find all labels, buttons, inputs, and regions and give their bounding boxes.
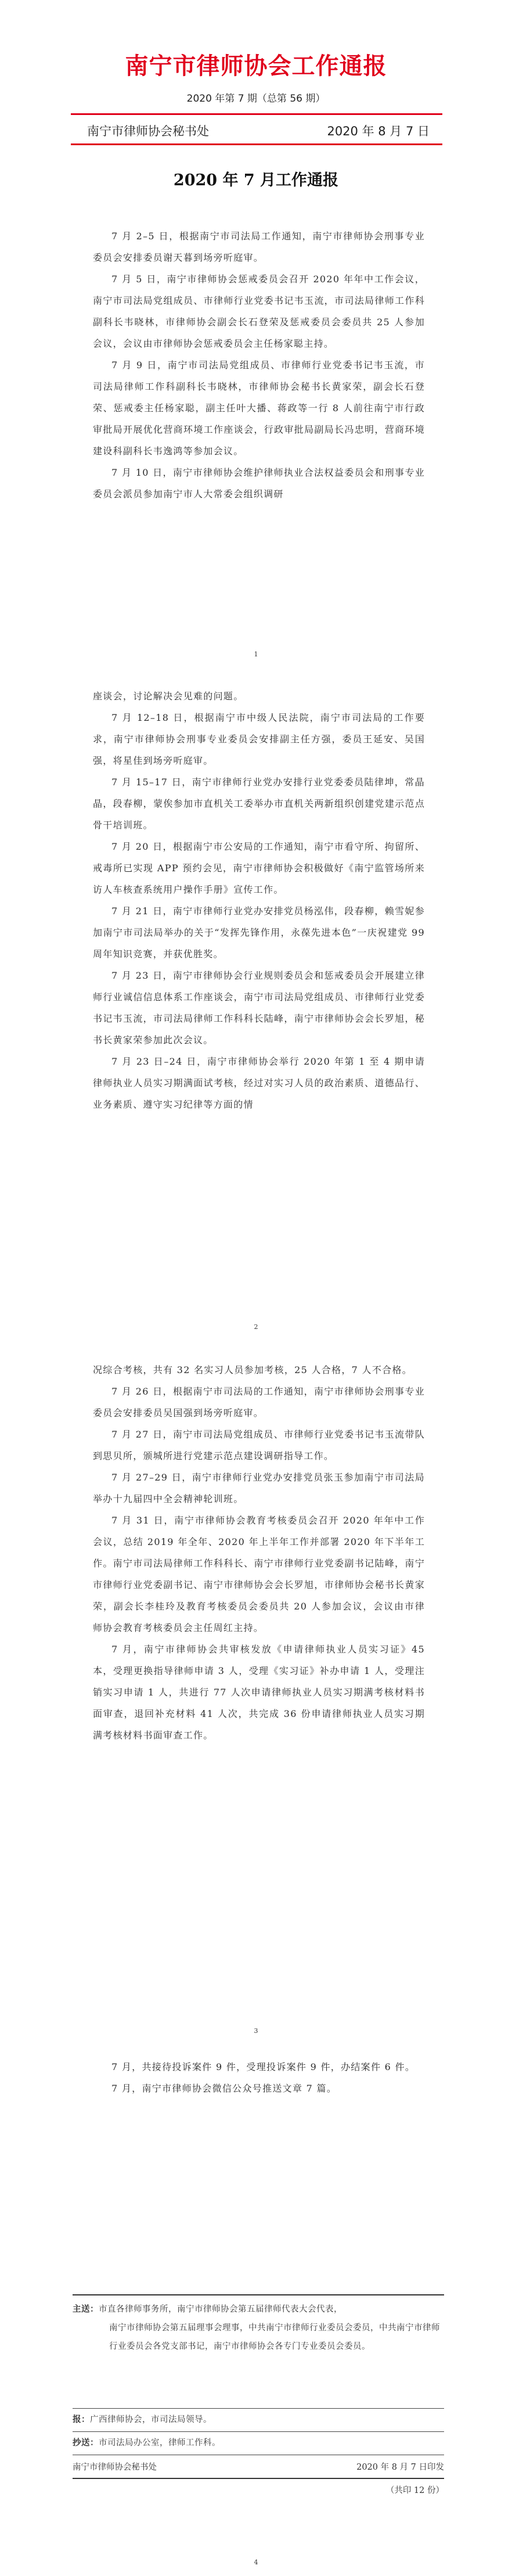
footer-cc [73, 2434, 444, 2452]
footer-to [73, 2300, 444, 2356]
footer-print-date: 2020 年 8 月 7 日印发 [356, 2463, 444, 2472]
footer-cc-text: 市司法局办公室，律师工作科。 [99, 2438, 221, 2448]
page-1 [0, 0, 512, 668]
page-3-body [93, 1359, 425, 1746]
page-2-body [93, 685, 425, 1115]
document-title: 2020 年 7 月工作通报 [173, 171, 339, 189]
footer-rule [73, 2478, 444, 2479]
footer-cc-label: 抄送： [73, 2438, 99, 2448]
page-4-body [93, 2056, 425, 2099]
issue-number: 2020 年第 7 期（总第 56 期） [186, 93, 326, 105]
paragraph: 7 月 9 日，南宁市司法局党组成员、市律师行业党委书记韦玉流，市司法局律师工作科副科长韦晓林，市律师协会秘书长黄家荣，副会长石登荣、惩戒委主任杨家聪，副主任叶大播、蒋政等一行 8 人前往南宁市行政审批局开展优化营商环境工作座谈会，行政审批局副局长冯忠明，营商环境建设科副科长韦逸鸿等参加会议。 [93, 360, 425, 457]
footer-copies: （共印 12 份） [385, 2486, 444, 2495]
issuer-row [87, 122, 430, 139]
paragraph: 7 月 2–5 日，根据南宁市司法局工作通知，南宁市律师协会刑事专业委员会安排委员谢天暮到场旁听庭审。 [93, 231, 425, 263]
footer-rule [73, 2294, 444, 2295]
paragraph: 7 月 27–29 日，南宁市律师行业党办安排党员张玉参加南宁市司法局举办十九届四中全会精神轮训班。 [93, 1472, 425, 1504]
page-4 [0, 2050, 512, 2576]
paragraph: 7 月，南宁市律师协会微信公众号推送文章 7 篇。 [111, 2083, 337, 2094]
footer-rule [73, 2431, 444, 2432]
page-2 [0, 668, 512, 1348]
page-1-body [93, 225, 425, 505]
footer-to-label: 主送： [73, 2304, 99, 2314]
paragraph: 7 月 12–18 日，根据南宁市中级人民法院，南宁市司法局的工作要求，南宁市律师协会刑事专业委员会安排副主任方强，委员王延安、吴国强，将星佳到场旁听庭审。 [93, 712, 425, 766]
paragraph: 7 月 27 日，南宁市司法局党组成员、市律师行业党委书记韦玉流带队到思贝所，颁城所进行党建示范点建设调研指导工作。 [93, 1429, 425, 1461]
footer-copies-row [73, 2484, 444, 2501]
page-number: 3 [254, 2027, 258, 2035]
footer-to-line: 南宁市律师协会第五届理事会理事，中共南宁市律师行业委员会委员，中共南宁市律师行业委员会各党支部书记，南宁市律师协会各专门专业委员会委员。 [109, 2323, 440, 2351]
footer-report-text: 广西律师协会，市司法局领导。 [90, 2415, 212, 2424]
issuer-name: 南宁市律师协会秘书处 [87, 124, 209, 138]
masthead-title: 南宁市律师协会工作通报 [125, 53, 387, 80]
paragraph-continued: 况综合考核，共有 32 名实习人员参加考核，25 人合格，7 人不合格。 [93, 1364, 413, 1375]
paragraph: 7 月 31 日，南宁市律师协会教育考核委员会召开 2020 年年中工作会议，总结 2019 年全年、2020 年上半年工作并部署 2020 年下半年工作。南宁市司法局律师工作科科长、南宁市律师行业党委副书记陆峰，南宁市律师行业党委副书记、南宁市律师协会会长罗旭，市律师协会秘书长黄家荣，副会长李桂玲及教育考核委员会委员共 20 人参加会议，会议由市律师协会教育考核委员会主任周红主持。 [93, 1515, 425, 1633]
paragraph: 7 月 21 日，南宁市律师行业党办安排党员杨泓伟，段春柳，赖雪妮参加南宁市司法局举办的关于“发挥先锋作用，永葆先进本色”一庆祝建党 99 周年知识竞赛，并获优胜奖。 [93, 906, 425, 960]
paragraph: 7 月，共接待投诉案件 9 件，受理投诉案件 9 件，办结案件 6 件。 [111, 2061, 416, 2072]
masthead-rule-bottom [71, 143, 442, 145]
footer-issuer: 南宁市律师协会秘书处 [73, 2463, 157, 2472]
paragraph: 7 月 23 日，南宁市律师协会行业规则委员会和惩戒委员会开展建立律师行业诚信信息体系工作座谈会，南宁市司法局党组成员、市律师行业党委书记韦玉流，市司法局律师工作科科长陆峰，南宁市律师协会会长罗旭，秘书长黄家荣参加此次会议。 [93, 970, 425, 1046]
footer-rule [73, 2408, 444, 2409]
issue-date: 2020 年 8 月 7 日 [327, 124, 430, 138]
footer-to-line: 市直各律师事务所，南宁市律师协会第五届律师代表大会代表， [99, 2305, 342, 2314]
paragraph: 7 月 23 日–24 日，南宁市律师协会举行 2020 年第 1 至 4 期申请律师执业人员实习期满面试考核，经过对实习人员的政治素质、道德品行、业务素质、遵守实习纪律等方面的情 [93, 1056, 425, 1110]
paragraph: 7 月 10 日，南宁市律师协会维护律师执业合法权益委员会和刑事专业委员会派员参加南宁市人大常委会组织调研 [93, 467, 425, 500]
paragraph: 7 月，南宁市律师协会共审核发放《申请律师执业人员实习证》45 本，受理更换指导律师申请 3 人，受理《实习证》补办申请 1 人，受理注销实习申请 1 人，共进行 77 人次申请律师执业人员实习期满考核材料书面审查，退回补充材料 41 人次，共完成 36 份申请律师执业人员实习期满考核材料书面审查工作。 [93, 1644, 425, 1741]
page-number: 4 [254, 2559, 258, 2566]
footer-report [73, 2410, 444, 2429]
paragraph: 7 月 5 日，南宁市律师协会惩戒委员会召开 2020 年年中工作会议，南宁市司法局党组成员、市律师行业党委书记韦玉流，市司法局律师工作科副科长韦晓林，市律师协会副会长石登荣及惩戒委员会委员共 25 人参加会议，会议由市律师协会惩戒委员会主任杨家聪主持。 [93, 274, 425, 349]
paragraph: 7 月 20 日，根据南宁市公安局的工作通知，南宁市看守所、拘留所、戒毒所已实现 APP 预约会见，南宁市律师协会积极做好《南宁监管场所来访人车核查系统用户操作手册》宣传工作。 [93, 841, 425, 895]
footer-print-row [73, 2460, 444, 2478]
paragraph: 7 月 15–17 日，南宁市律师行业党办安排行业党委委员陆律坤，常晶晶，段春柳，蒙俟参加市直机关工委举办市直机关两新组织创建党建示范点骨干培训班。 [93, 777, 425, 831]
page-number: 2 [254, 1323, 258, 1331]
masthead-rule-top [71, 113, 442, 115]
paragraph: 7 月 26 日，根据南宁市司法局的工作通知，南宁市律师协会刑事专业委员会安排委员吴国强到场旁听庭审。 [93, 1386, 425, 1418]
footer-report-label: 报： [73, 2415, 90, 2424]
paragraph-continued: 座谈会，讨论解决会见难的问题。 [93, 691, 244, 702]
page-number: 1 [254, 651, 258, 658]
page-3 [0, 1348, 512, 2050]
